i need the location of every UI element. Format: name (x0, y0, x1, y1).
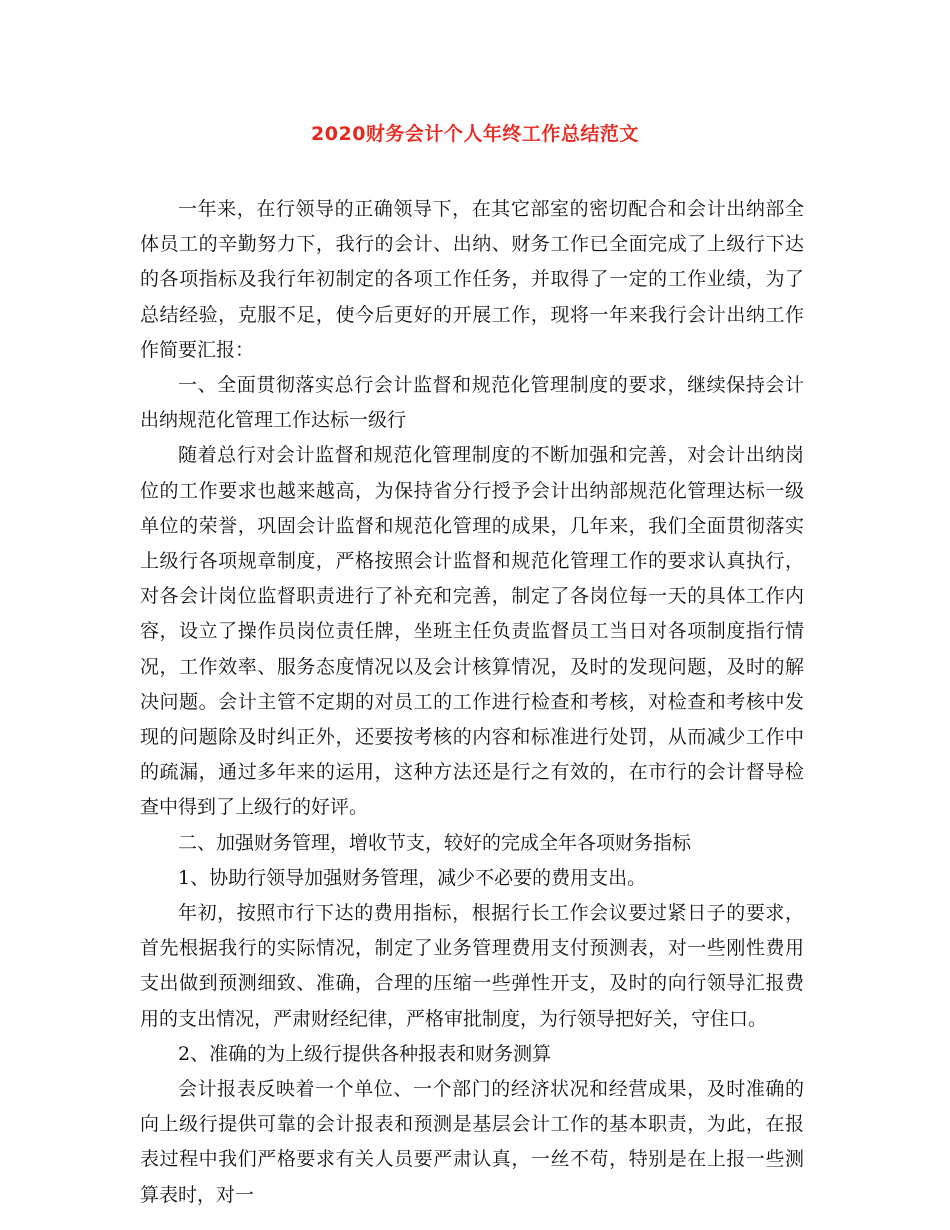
paragraph: 会计报表反映着一个单位、一个部门的经济状况和经营成果，及时准确的向上级行提供可靠的会计报表和预测是基层会计工作的基本职责，为此，在报表过程中我们严格要求有关人员要严肃认真，一丝不苟，特别是在上报一些测算表时，对一 (140, 1078, 804, 1206)
paragraph: 1、协助行领导加强财务管理，减少不必要的费用支出。 (178, 866, 647, 889)
paragraph: 2、准确的为上级行提供各种报表和财务测算 (178, 1042, 552, 1065)
document-body (140, 192, 804, 1213)
paragraph: 年初，按照市行下达的费用指标，根据行长工作会议要过紧日子的要求，首先根据我行的实际情况，制定了业务管理费用支付预测表，对一些刚性费用支出做到预测细致、准确，合理的压缩一些弹性开支，及时的向行领导汇报费用的支出情况，严肃财经纪律，严格审批制度，为行领导把好关，守住口。 (140, 902, 804, 1030)
paragraph: 一年来，在行领导的正确领导下，在其它部室的密切配合和会计出纳部全体员工的辛勤努力下，我行的会计、出纳、财务工作已全面完成了上级行下达的各项指标及我行年初制定的各项工作任务，并取得了一定的工作业绩，为了总结经验，克服不足，使今后更好的开展工作，现将一年来我行会计出纳工作作简要汇报： (140, 198, 804, 361)
paragraph: 随着总行对会计监督和规范化管理制度的不断加强和完善，对会计出纳岗位的工作要求也越来越高，为保持省分行授予会计出纳部规范化管理达标一级单位的荣誉，巩固会计监督和规范化管理的成果，几年来，我们全面贯彻落实上级行各项规章制度，严格按照会计监督和规范化管理工作的要求认真执行，对各会计岗位监督职责进行了补充和完善，制定了各岗位每一天的具体工作内容，设立了操作员岗位责任牌，坐班主任负责监督员工当日对各项制度指行情况，工作效率、服务态度情况以及会计核算情况，及时的发现问题，及时的解决问题。会计主管不定期的对员工的工作进行检查和考核，对检查和考核中发现的问题除及时纠正外，还要按考核的内容和标准进行处罚，从而减少工作中的疏漏，通过多年来的运用，这种方法还是行之有效的，在市行的会计督导检查中得到了上级行的好评。 (140, 444, 804, 819)
paragraph: 二、加强财务管理，增收节支，较好的完成全年各项财务指标 (178, 831, 692, 854)
document-title: 2020财务会计个人年终工作总结范文 (311, 123, 639, 145)
paragraph: 一、全面贯彻落实总行会计监督和规范化管理制度的要求，继续保持会计出纳规范化管理工作达标一级行 (140, 374, 804, 432)
